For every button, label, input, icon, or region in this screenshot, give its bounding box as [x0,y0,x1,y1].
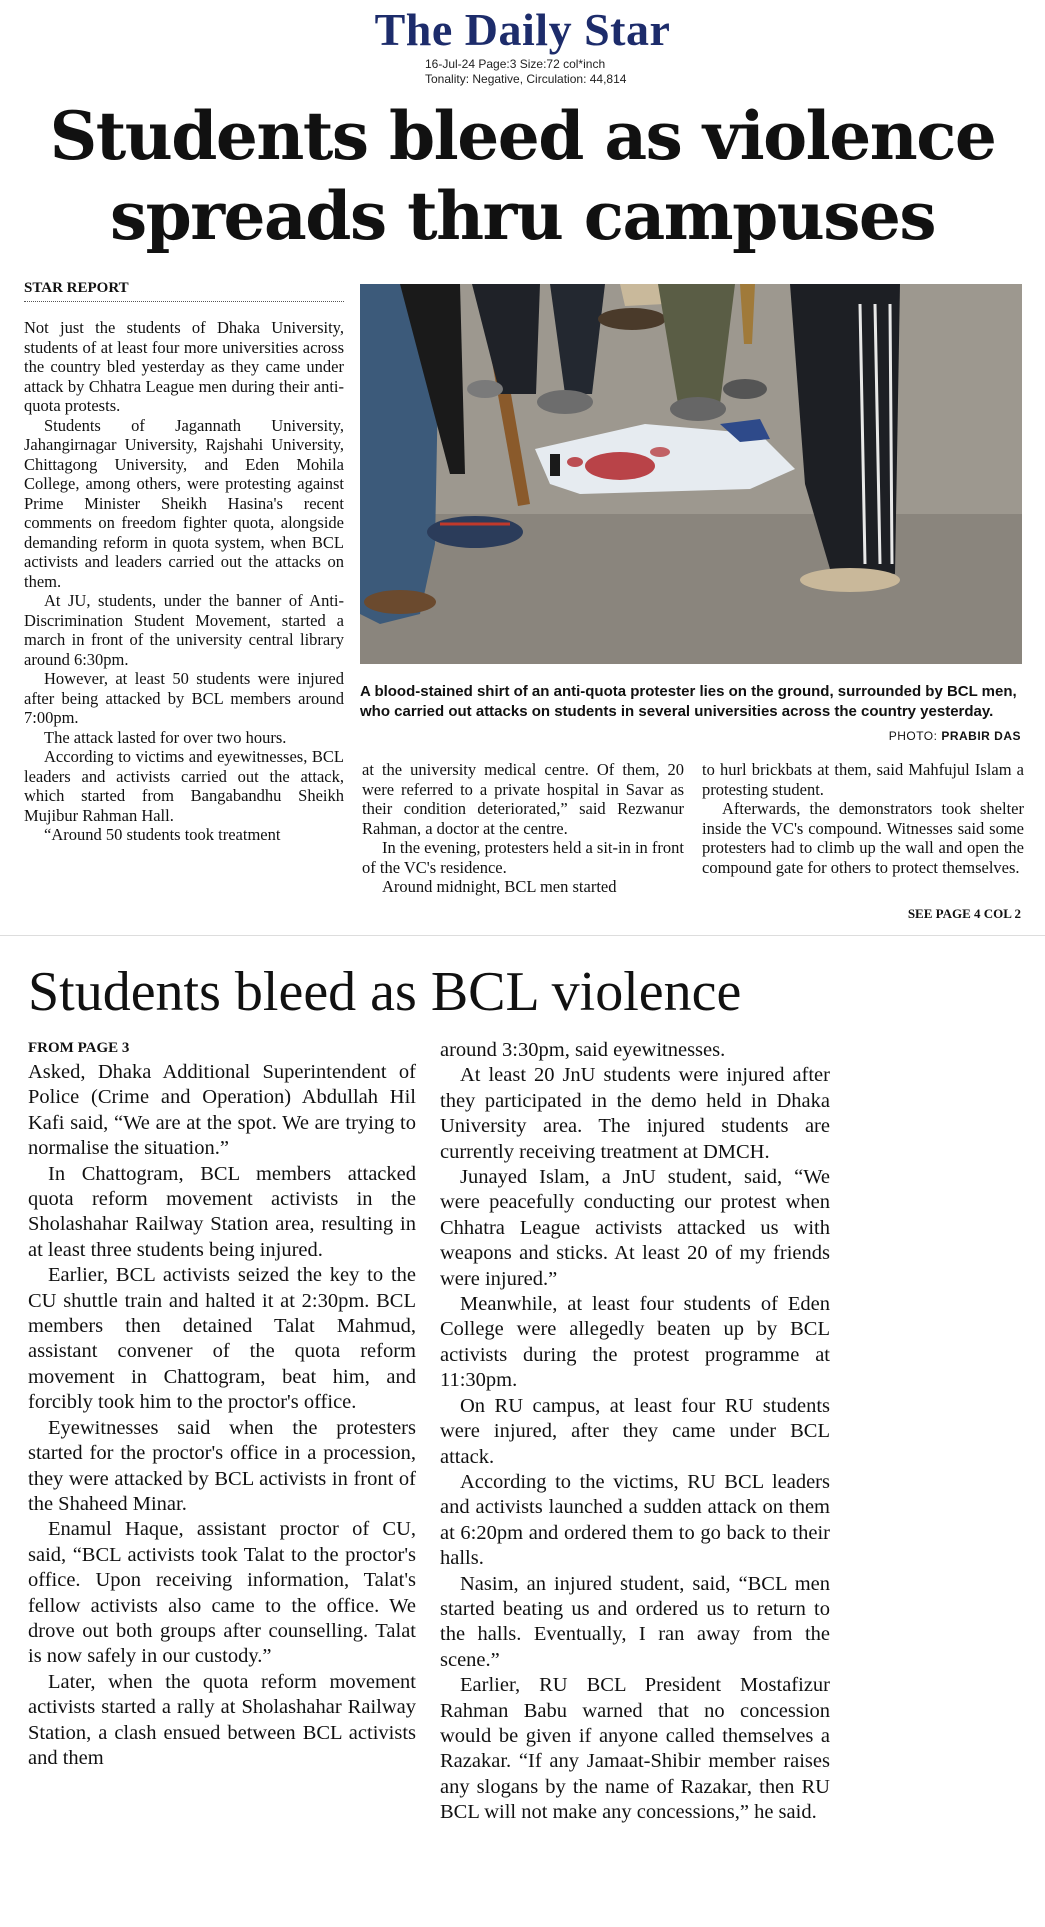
photo-credit-label: PHOTO: [888,729,938,743]
paragraph: Enamul Haque, assistant proctor of CU, said, “BCL activists took Talat to the proctor's office. Upon receiving information, Talat's fellow activists also came to the office. We drove out both groups after counselling. Talat is now safely in our custody.” [28,1518,416,1668]
byline: STAR REPORT [24,280,344,302]
article1-column-2 [362,760,684,897]
article1-column-3 [702,760,1024,877]
paragraph: Afterwards, the demonstrators took shelter inside the VC's compound. Witnesses said some protesters had to climb up the wall and open the compound gate for others to protect themselves. [702,799,1024,877]
from-page-line: FROM PAGE 3 [28,1040,130,1056]
news-photo [360,284,1022,664]
meta-line-tonality: Tonality: Negative, Circulation: 44,814 [425,72,627,86]
newspaper-logo: The Daily Star [374,4,671,55]
article1-column-1 [24,318,344,845]
paragraph: The attack lasted for over two hours. [44,727,287,747]
photo-illustration [360,284,1022,664]
clipping-meta [425,57,626,87]
headline-line-2: spreads thru campuses [109,177,936,255]
paragraph: Asked, Dhaka Additional Superintendent of Police (Crime and Operation) Abdullah Hil Kafi said, “We are at the spot. We are trying to normalise the situation.” [28,1061,416,1160]
headline-line-1: Students bleed as violence [49,97,996,175]
paragraph: On RU campus, at least four RU students were injured, after they came under BCL attack. [440,1394,830,1468]
paragraph: According to victims and eyewitnesses, BCL leaders and activists carried out the attack, which started from Bangabandhu Sheikh Mujibur Rahman Hall. [24,747,344,825]
paragraph: Later, when the quota reform movement activists started a rally at Sholashahar Railway Station, a clash ensued between BCL activists and them [28,1670,416,1769]
article2-column-1 [28,1060,416,1771]
paragraph: Earlier, RU BCL President Mostafizur Rahman Babu warned that no concession would be given if anyone called themselves a Razakar. “If any Jamaat-Shibir member raises any slogans by the name of Razakar, then RU BCL will not make any concessions,” he said. [440,1674,830,1824]
paragraph: “Around 50 students took treatment [44,825,281,844]
photo-caption: A blood-stained shirt of an anti-quota protester lies on the ground, surrounded by BCL men, who carried out attacks on students in several universities across the country yesterday. [360,683,1017,720]
article1-headline [0,96,1045,256]
article2-column-2 [440,1038,830,1826]
paragraph: In the evening, protesters held a sit-in in front of the VC's residence. [362,838,684,877]
paragraph: At least 20 JnU students were injured after they participated in the demo held in Dhaka University area. The injured students are currently receiving treatment at DMCH. [440,1064,830,1163]
paragraph: to hurl brickbats at them, said Mahfujul Islam a protesting student. [702,760,1024,799]
paragraph: In Chattogram, BCL members attacked quota reform movement activists in the Sholashahar Railway Station area, resulting in at least three students being injured. [28,1162,416,1261]
paragraph: at the university medical centre. Of them, 20 were referred to a private hospital in Savar as their condition deteriorated,” said Rezwanur Rahman, a doctor at the centre. [362,760,684,838]
jump-line: SEE PAGE 4 COL 2 [907,906,1021,921]
paragraph: around 3:30pm, said eyewitnesses. [440,1039,726,1061]
paragraph: Earlier, BCL activists seized the key to the CU shuttle train and halted it at 2:30pm. BCL members then detained Talat Mahmud, assistant convener of the quota reform movement in Chattogram, beat him, and forcibly took him to the proctor's office. [28,1264,416,1414]
paragraph: Junayed Islam, a JnU student, said, “We were peacefully conducting our protest when Chhatra League activists attacked us with weapons and sticks. At least 20 of my friends were injured.” [440,1166,830,1290]
paragraph: Eyewitnesses said when the protesters started for the proctor's office in a procession, they were attacked by BCL activists in front of the Shaheed Minar. [28,1416,416,1515]
paragraph: However, at least 50 students were injured after being attacked by BCL members around 7:00pm. [24,669,344,727]
paragraph: According to the victims, RU BCL leaders and activists launched a sudden attack on them at 6:20pm and ordered them to go back to their halls. [440,1470,830,1570]
paragraph: Not just the students of Dhaka University, students of at least four more universities across the country bled yesterday as they came under attack by Chhatra League men during their anti-quota protests. [24,318,344,415]
article2-headline: Students bleed as BCL violence [28,961,742,1023]
paragraph: At JU, students, under the banner of Anti-Discrimination Student Movement, started a march in front of the university central library around 6:30pm. [24,591,344,669]
paragraph: Around midnight, BCL men started [382,877,617,896]
paragraph: Nasim, an injured student, said, “BCL men started beating us and ordered us to return to the halls. Eventually, I ran away from the scene.” [440,1572,830,1671]
paragraph: Students of Jagannath University, Jahangirnagar University, Rajshahi University, Chittagong University, and Eden Mohila College, among others, were protesting against Prime Minister Sheikh Hasina's recent comments on freedom fighter quota, alongside demanding reform in quota system, when BCL activists and leaders carried out the attacks on them. [24,415,344,591]
masthead [0,4,1045,56]
photo-credit-name: PRABIR DAS [941,729,1021,743]
photo-credit [889,729,1021,743]
meta-line-date: 16-Jul-24 Page:3 Size:72 col*inch [425,57,606,71]
clipping-divider [0,935,1045,936]
paragraph: Meanwhile, at least four students of Eden College were allegedly beaten up by BCL activists during the protest programme at 11:30pm. [440,1293,830,1392]
